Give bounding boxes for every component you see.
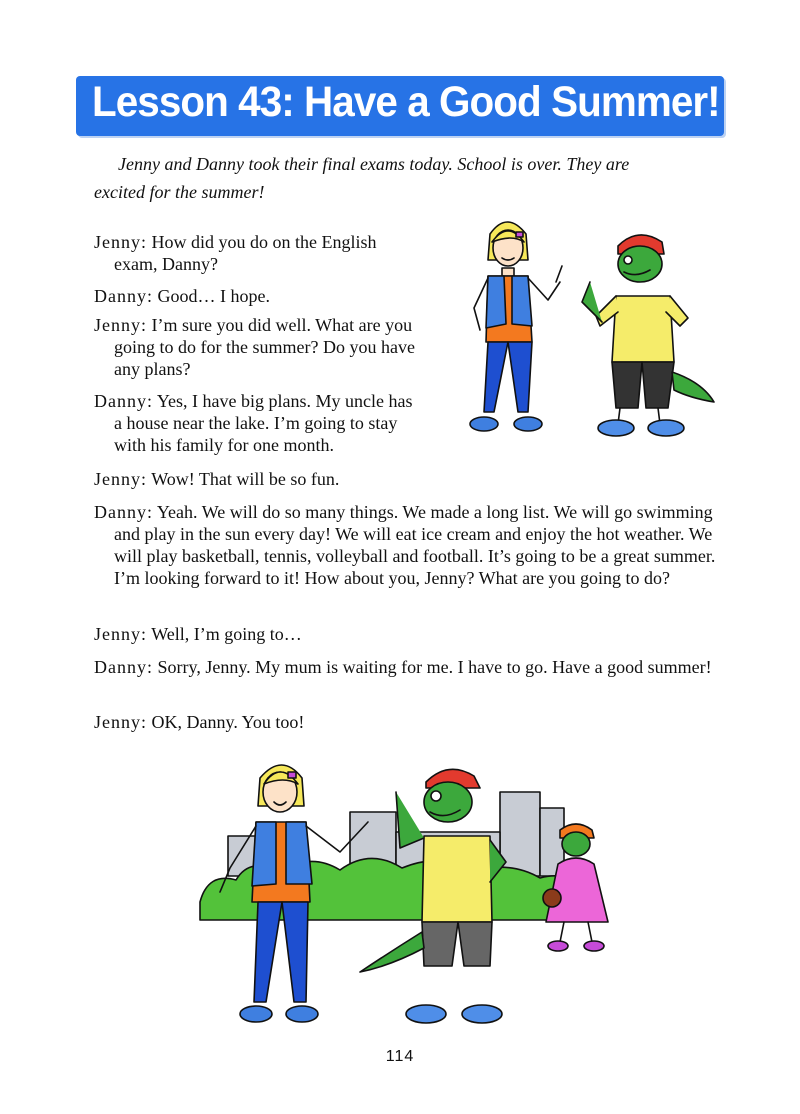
- dialogue-line: [94, 231, 424, 275]
- intro-paragraph: [94, 150, 704, 206]
- dialogue-line: [94, 285, 424, 307]
- dialogue-text: Yeah. We will do so many things. We made a long list. We will go swimming and play in the sun every day! We will eat ice cream and enjoy the hot weather. We will play basketball, tennis, volleyball and football. It’s going to be a great summer. I’m looking forward to it! How about you, Jenny? What are you going to do?: [114, 502, 716, 588]
- park-scene-illustration: [190, 752, 610, 1034]
- intro-line-1: Jenny and Danny took their final exams today. School is over. They are: [118, 154, 630, 174]
- dialogue-line: [94, 468, 714, 490]
- dialogue-line: [94, 314, 424, 380]
- speaker-label: Jenny:: [94, 624, 147, 644]
- dialogue-text: Well, I’m going to…: [151, 624, 302, 644]
- dialogue-line: [94, 656, 714, 678]
- danny-figure: [582, 235, 714, 436]
- dialogue-line: [94, 390, 424, 456]
- speaker-label: Jenny:: [94, 315, 147, 335]
- speaker-label: Danny:: [94, 286, 153, 306]
- dialogue-line: [94, 711, 714, 733]
- dialogue-text: How did you do on the English exam, Danny?: [114, 232, 377, 274]
- dialogue-text: OK, Danny. You too!: [151, 712, 305, 732]
- speaker-label: Jenny:: [94, 712, 147, 732]
- speaker-label: Jenny:: [94, 469, 147, 489]
- speaker-label: Danny:: [94, 657, 153, 677]
- intro-line-2: excited for the summer!: [94, 182, 265, 202]
- speaker-label: Jenny:: [94, 232, 147, 252]
- dialogue-text: Sorry, Jenny. My mum is waiting for me. I have to go. Have a good summer!: [157, 657, 712, 677]
- dialogue-text: Good… I hope.: [157, 286, 270, 306]
- lesson-title-banner: [76, 76, 724, 136]
- speaker-label: Danny:: [94, 391, 153, 411]
- lesson-title: Lesson 43: Have a Good Summer!: [92, 78, 720, 126]
- dialogue-line: [94, 623, 714, 645]
- jenny-figure: [470, 222, 562, 431]
- dialogue-text: Wow! That will be so fun.: [151, 469, 340, 489]
- dialogue-text: Yes, I have big plans. My uncle has a house near the lake. I’m going to stay with his family for one month.: [114, 391, 413, 455]
- speaker-label: Danny:: [94, 502, 153, 522]
- dialogue-text: I’m sure you did well. What are you going to do for the summer? Do you have any plans?: [114, 315, 415, 379]
- jenny-danny-talking-illustration: [452, 212, 722, 450]
- page-number: 114: [385, 1048, 415, 1065]
- dialogue-line: [94, 501, 724, 589]
